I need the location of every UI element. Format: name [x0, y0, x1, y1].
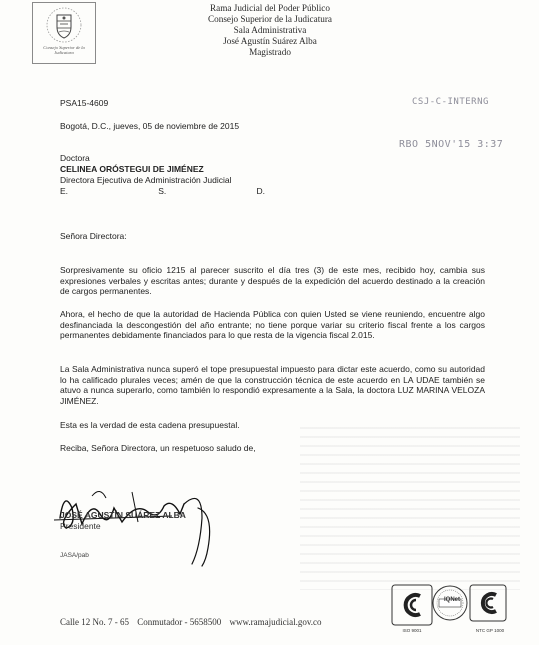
letterhead-line: Rama Judicial del Poder Público — [210, 3, 330, 13]
city-d: D. — [256, 186, 265, 196]
bleed-through-text — [300, 420, 520, 590]
cert-label: IQNet — [443, 597, 460, 603]
recipient-role: Directora Ejecutiva de Administración Judicial — [60, 175, 232, 185]
salutation: Señora Directora: — [60, 231, 127, 241]
farewell: Reciba, Señora Directora, un respetuoso saludo de, — [60, 443, 256, 453]
recipient-title: Doctora — [60, 153, 90, 163]
judicial-seal — [32, 2, 96, 64]
paragraph: Ahora, el hecho de que la autoridad de Hacienda Pública con quien Usted se viene reuniendo, encuentre algo desfinanciada la descongestión del año entrante; no tiene porque variar su criterio fiscal frente a los cargos permanentes debidamente financiados para lo que resta de la vigencia fiscal 2.015. — [60, 309, 485, 340]
letterhead-line: José Agustín Suárez Alba — [223, 36, 317, 46]
letterhead-line: Consejo Superior de la Judicatura — [208, 14, 332, 24]
footer-contact — [60, 617, 328, 627]
letterhead — [140, 3, 400, 58]
cert-label: NTC GP 1000 — [475, 628, 505, 633]
icontec-logo-icon — [390, 583, 434, 627]
seal-caption: Consejo Superior de la Judicatura — [43, 45, 85, 55]
date-line: Bogotá, D.C., jueves, 05 de noviembre de 2015 — [60, 121, 240, 131]
paragraph: Sorpresivamente su oficio 1215 al parecer suscrito el día tres (3) de este mes, recibido hoy, cambia sus expresiones verbales y escritas antes; durante y después de la expedición del acuerdo destinado a la creación de cargos permanentes. — [60, 265, 485, 296]
footer-address: Calle 12 No. 7 - 65 — [60, 617, 129, 627]
icontec-iso-certification — [390, 583, 434, 639]
coat-of-arms-icon — [44, 5, 84, 45]
office-stamp: CSJ-C-INTERNG — [412, 97, 489, 107]
footer-website: www.ramajudicial.gov.co — [229, 617, 322, 627]
footer-switchboard: Conmutador - 5658500 — [137, 617, 222, 627]
paragraph: La Sala Administrativa nunca superó el tope presupuestal impuesto para dictar este acuerdo, como su autoridad lo ha calificado plurales veces; amén de que la construcción técnica de este acuerdo en LA UDAE también se atuvo a nunca superarlo, como también lo respondió expresamente a la Sala, la doctora LUZ MARINA VELOZA JIMÉNEZ. — [60, 364, 485, 406]
closing-statement: Esta es la verdad de esta cadena presupuestal. — [60, 420, 240, 430]
letterhead-line: Magistrado — [249, 47, 291, 57]
iqnet-logo-icon — [430, 583, 470, 627]
ntcgp-logo-icon — [468, 583, 508, 627]
received-stamp: RBO 5NOV'15 3:37 — [399, 139, 504, 150]
signer-title: Presidente — [60, 521, 101, 531]
city-abbreviation — [60, 186, 265, 197]
reference-number: PSA15-4609 — [60, 98, 109, 108]
ntcgp-certification — [468, 583, 512, 639]
city-s: S. — [158, 186, 167, 196]
recipient-name: CELINEA ORÓSTEGUI DE JIMÉNEZ — [60, 164, 204, 174]
signer-name: JOSÉ AGUSTÍN SUÁREZ ALBA — [60, 510, 186, 520]
cert-label: ISO 9001 — [402, 628, 422, 633]
letterhead-line: Sala Administrativa — [233, 25, 307, 35]
typist-initials: JASA/pab — [60, 552, 89, 559]
city-e: E. — [60, 186, 69, 196]
